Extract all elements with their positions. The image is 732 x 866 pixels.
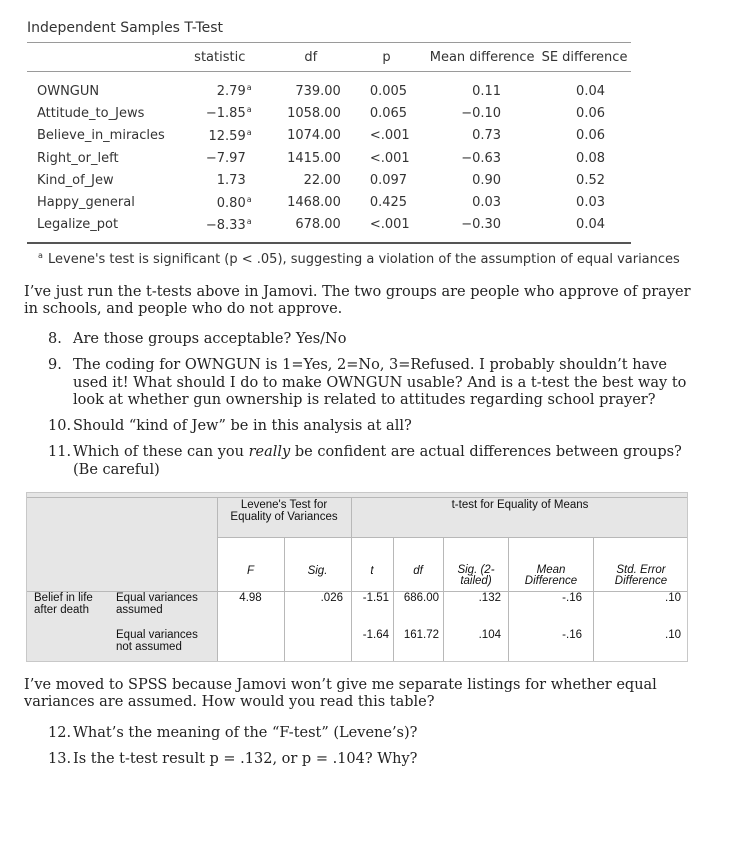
- ttest-table: [27, 42, 631, 244]
- table-bottom-rule: [27, 236, 631, 243]
- question-text: The coding for OWNGUN is 1=Yes, 2=No, 3=Refused. I probably shouldn’t have used it! What should I do to make OWNGUN usable? And is a t-test the best way to look at whether gun ownership is related to attitudes regarding school prayer?: [73, 357, 687, 408]
- table-row: [27, 191, 631, 213]
- row-statistic: 2.79a: [216, 83, 252, 100]
- row-variable: Happy_general: [37, 195, 135, 211]
- table-title: Independent Samples T-Test: [27, 20, 224, 36]
- question-8: [48, 331, 692, 349]
- row-variable: Kind_of_Jew: [37, 172, 114, 188]
- footnote-marker: a: [38, 251, 43, 260]
- ttest-header: t-test for Equality of Means: [451, 499, 589, 511]
- col-sig-2-tailed: Sig. (2-tailed): [457, 564, 495, 587]
- footnote-text: Levene's test is significant (p < .05), suggesting a violation of the assumption of equal variances: [48, 252, 680, 267]
- question-10: [48, 418, 692, 436]
- row-statistic: 1.73: [216, 172, 246, 188]
- cell-t: -1.51: [362, 592, 389, 604]
- row-p: 0.005: [369, 83, 408, 99]
- table-row: [27, 102, 631, 124]
- question-text: Is the t-test result p = .132, or p = .104? Why?: [73, 751, 418, 767]
- question-12: [48, 725, 692, 743]
- footnote-marker: a: [246, 127, 252, 137]
- question-list-1: [48, 331, 692, 481]
- table-row: [27, 169, 631, 191]
- row-statistic: −1.85a: [205, 105, 252, 122]
- footnote-marker: a: [246, 83, 252, 93]
- col-t: t: [370, 565, 374, 577]
- row-variable: Believe_in_miracles: [37, 128, 165, 144]
- row-df: 1074.00: [287, 128, 341, 144]
- row-mean-difference: −0.10: [461, 105, 502, 121]
- question-13: [48, 751, 692, 769]
- question-number: 11.: [48, 444, 72, 460]
- question-text: Which of these can you really be confident are actual differences between groups? (Be careful): [73, 444, 682, 478]
- row-statistic: −8.33a: [205, 216, 252, 233]
- footnote-marker: a: [246, 216, 252, 226]
- header-statistic: statistic: [165, 43, 275, 72]
- question-number: 9.: [48, 357, 62, 373]
- col-f: F: [246, 565, 255, 577]
- row-df: 1468.00: [287, 195, 341, 211]
- row-p: <.001: [369, 217, 410, 233]
- row-statistic: 12.59a: [208, 127, 252, 144]
- footnote-marker: a: [246, 194, 252, 204]
- row-se-difference: 0.06: [576, 105, 605, 121]
- cell-mean-difference: -.16: [562, 592, 582, 604]
- header-df: df: [275, 43, 347, 72]
- row-mean-difference: −0.63: [461, 150, 502, 166]
- table-row: [27, 147, 631, 169]
- row-se-difference: 0.04: [576, 83, 605, 99]
- row-mean-difference: 0.73: [472, 128, 502, 144]
- row-label-assumed: Equal variances assumed: [116, 592, 198, 616]
- row-variable: Attitude_to_Jews: [37, 105, 145, 121]
- row-se-difference: 0.08: [576, 150, 605, 166]
- col-mean-difference: Mean Difference: [524, 564, 578, 587]
- cell-df: 686.00: [403, 592, 439, 604]
- question-number: 13.: [48, 751, 72, 767]
- row-statistic: 0.80a: [216, 194, 252, 211]
- row-variable: OWNGUN: [37, 83, 100, 99]
- cell-sig-2-tailed: .104: [478, 629, 501, 641]
- row-df: 1058.00: [287, 105, 341, 121]
- row-se-difference: 0.03: [576, 195, 605, 211]
- table-header-row: [27, 43, 631, 72]
- row-statistic: −7.97: [205, 150, 246, 166]
- row-se-difference: 0.06: [576, 128, 605, 144]
- table-row: [27, 214, 631, 236]
- cell-std-error-difference: .10: [665, 592, 681, 604]
- levene-header: Levene's Test for Equality of Variances: [230, 499, 338, 523]
- col-sig: Sig.: [307, 565, 328, 577]
- col-std-error-difference: Std. Error Difference: [614, 564, 668, 587]
- intro-paragraph: I’ve just run the t-tests above in Jamovi. The two groups are people who approve of prayer in schools, and people who do not approve.: [24, 284, 691, 317]
- row-p: <.001: [369, 128, 410, 144]
- question-text: Should “kind of Jew” be in this analysis at all?: [73, 418, 412, 434]
- table-row: [27, 72, 631, 103]
- cell-sig-2-tailed: .132: [478, 592, 501, 604]
- cell-t: -1.64: [362, 629, 389, 641]
- row-label-not-assumed: Equal variances not assumed: [116, 629, 198, 653]
- question-number: 12.: [48, 725, 72, 741]
- cell-mean-difference: -.16: [562, 629, 582, 641]
- row-df: 22.00: [303, 172, 341, 188]
- question-11: [48, 444, 692, 480]
- row-mean-difference: −0.30: [461, 217, 502, 233]
- question-text: What’s the meaning of the “F-test” (Levene’s)?: [73, 725, 418, 741]
- question-number: 8.: [48, 331, 62, 347]
- col-df: df: [413, 565, 423, 577]
- table-footnote: [37, 251, 680, 267]
- question-9: [48, 357, 692, 413]
- header-variable: [27, 43, 165, 72]
- spss-paragraph: I’ve moved to SPSS because Jamovi won’t give me separate listings for whether equal variances are assumed. How would you read this table?: [24, 677, 657, 710]
- variable-label: Belief in life after death: [34, 592, 93, 616]
- row-mean-difference: 0.03: [472, 195, 502, 211]
- question-number: 10.: [48, 418, 72, 434]
- row-p: 0.097: [369, 172, 408, 188]
- row-df: 678.00: [295, 217, 341, 233]
- footnote-marker: a: [246, 105, 252, 115]
- cell-sig: .026: [320, 592, 343, 604]
- emphasis: really: [248, 444, 291, 460]
- question-text: Are those groups acceptable? Yes/No: [73, 331, 347, 347]
- table-row: [27, 125, 631, 147]
- cell-df: 161.72: [403, 629, 439, 641]
- header-se-difference: SE difference: [538, 43, 631, 72]
- row-p: 0.065: [369, 105, 408, 121]
- row-df: 1415.00: [287, 150, 341, 166]
- row-variable: Legalize_pot: [37, 217, 119, 233]
- header-mean-difference: Mean difference: [426, 43, 538, 72]
- row-df: 739.00: [295, 83, 341, 99]
- spss-table: [26, 492, 688, 662]
- header-p: p: [347, 43, 426, 72]
- cell-std-error-difference: .10: [665, 629, 681, 641]
- row-p: <.001: [369, 150, 410, 166]
- row-variable: Right_or_left: [37, 150, 119, 166]
- row-se-difference: 0.52: [576, 172, 605, 188]
- cell-f: 4.98: [239, 592, 262, 604]
- row-p: 0.425: [369, 195, 408, 211]
- row-se-difference: 0.04: [576, 217, 605, 233]
- row-mean-difference: 0.90: [472, 172, 502, 188]
- question-list-2: [48, 725, 692, 775]
- row-mean-difference: 0.11: [472, 83, 502, 99]
